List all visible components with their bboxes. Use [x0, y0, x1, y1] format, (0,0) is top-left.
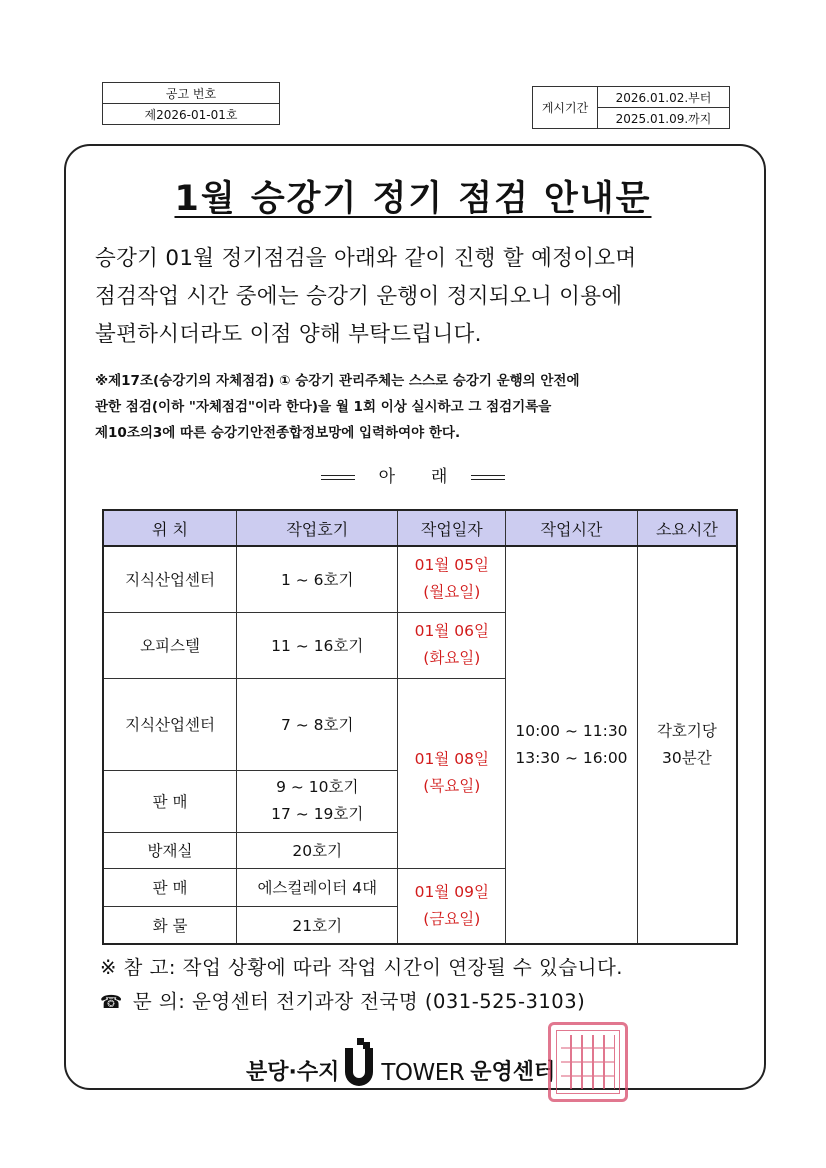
notice-number-box — [102, 82, 280, 125]
law-note — [95, 368, 745, 446]
posting-period-to: 2025.01.09.까지 — [598, 108, 730, 129]
heading-rule-left — [321, 475, 355, 480]
date-day: 01월 08일 — [414, 750, 489, 768]
header-duration: 소요시간 — [637, 510, 737, 546]
date-day: 01월 05일 — [414, 556, 489, 575]
contact-line — [100, 986, 585, 1014]
reference-note: ※ 참 고: 작업 상황에 따라 작업 시간이 연장될 수 있습니다. — [100, 956, 624, 979]
date-weekday: (금요일) — [423, 909, 481, 928]
below-heading — [0, 462, 826, 487]
header-time: 작업시간 — [506, 510, 638, 546]
posting-period-from: 2026.01.02.부터 — [598, 87, 730, 108]
units-cell: 20호기 — [237, 832, 398, 868]
time-line: 10:00 ~ 11:30 — [515, 722, 628, 740]
duration-cell — [637, 546, 737, 944]
intro-line: 승강기 01월 정기점검을 아래와 같이 진행 할 예정이오며 — [95, 246, 637, 271]
location-cell: 판 매 — [103, 770, 237, 832]
schedule-table — [102, 509, 738, 945]
notice-number-value: 제2026-01-01호 — [103, 104, 280, 125]
location-cell: 지식산업센터 — [103, 678, 237, 770]
date-cell — [398, 868, 506, 944]
intro-paragraph — [95, 240, 745, 354]
notice-number-label: 공고 번호 — [103, 83, 280, 104]
u-logo-icon — [345, 1038, 375, 1086]
page-title — [0, 171, 826, 221]
law-note-line: 제10조의3에 따른 승강기안전종합정보망에 입력하여야 한다. — [95, 425, 461, 441]
units-cell — [237, 770, 398, 832]
time-cell — [506, 546, 638, 944]
table-row — [103, 546, 737, 612]
contact-text: 문 의: 운영센터 전기과장 전국명 (031-525-3103) — [132, 990, 586, 1013]
footer-suffix: 운영센터 — [470, 1060, 556, 1085]
date-weekday: (목요일) — [423, 777, 481, 795]
heading-rule-right — [471, 475, 505, 480]
seal-stamp-icon — [548, 1022, 628, 1102]
location-cell: 화 물 — [103, 906, 237, 944]
units-line: 9 ~ 10호기 — [276, 778, 359, 796]
date-day: 01월 09일 — [414, 882, 489, 901]
table-header-row — [103, 510, 737, 546]
footer-prefix: 분당·수지 — [246, 1060, 340, 1085]
units-cell: 21호기 — [237, 906, 398, 944]
date-day: 01월 06일 — [414, 622, 489, 640]
posting-period-box — [532, 86, 730, 129]
units-cell: 에스컬레이터 4대 — [237, 868, 398, 906]
footer-brand — [246, 1036, 555, 1086]
law-note-line: ※제17조(승강기의 자체점검) ① 승강기 관리주체는 스스로 승강기 운행의 안전에 — [95, 373, 580, 389]
time-line: 13:30 ~ 16:00 — [515, 749, 628, 767]
header-date: 작업일자 — [398, 510, 506, 546]
location-cell: 판 매 — [103, 868, 237, 906]
header-location: 위 치 — [103, 510, 237, 546]
date-weekday: (월요일) — [423, 583, 481, 602]
date-cell — [398, 612, 506, 678]
units-cell: 11 ~ 16호기 — [237, 612, 398, 678]
date-cell — [398, 678, 506, 868]
below-char-a: 아 — [378, 467, 395, 487]
date-cell — [398, 546, 506, 612]
units-cell: 1 ~ 6호기 — [237, 546, 398, 612]
law-note-line: 관한 점검(이하 "자체점검"이라 한다)을 월 1회 이상 실시하고 그 점검기록을 — [95, 399, 552, 415]
page-title-text: 1월 승강기 정기 점검 안내문 — [174, 179, 652, 219]
location-cell: 오피스텔 — [103, 612, 237, 678]
posting-period-label: 게시기간 — [533, 87, 598, 129]
duration-line: 각호기당 — [656, 722, 717, 740]
intro-line: 점검작업 시간 중에는 승강기 운행이 정지되오니 이용에 — [95, 284, 623, 309]
phone-icon: ☎ — [100, 992, 123, 1013]
below-char-b: 래 — [431, 467, 448, 487]
header-units: 작업호기 — [237, 510, 398, 546]
units-cell: 7 ~ 8호기 — [237, 678, 398, 770]
duration-line: 30분간 — [662, 749, 712, 767]
footer-brand-name: TOWER — [381, 1060, 465, 1086]
location-cell: 지식산업센터 — [103, 546, 237, 612]
intro-line: 불편하시더라도 이점 양해 부탁드립니다. — [95, 322, 482, 347]
location-cell: 방재실 — [103, 832, 237, 868]
date-weekday: (화요일) — [423, 649, 481, 667]
units-line: 17 ~ 19호기 — [271, 805, 364, 823]
